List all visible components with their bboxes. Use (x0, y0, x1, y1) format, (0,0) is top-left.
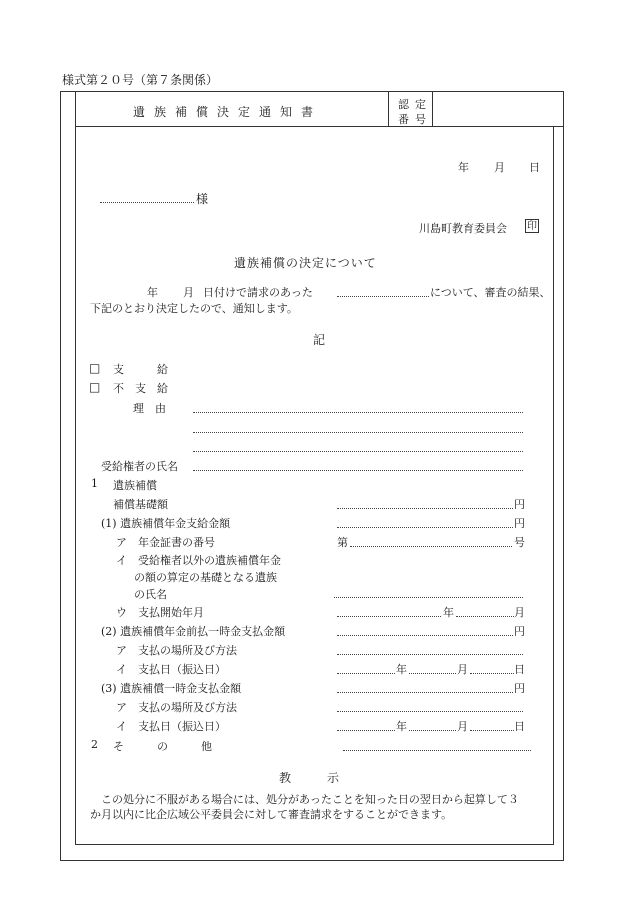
addressee-field[interactable] (100, 202, 194, 203)
notice-line2: か月以内に比企広域公平委員会に対して審査請求をすることができます。 (90, 808, 453, 821)
sub2-payment-method-field[interactable] (337, 654, 523, 655)
header-divider (432, 91, 433, 127)
start-year-field[interactable] (337, 616, 441, 617)
sub3-label: (3) 遺族補償一時金支払金額 (101, 682, 242, 695)
claim-subject-field[interactable] (337, 296, 429, 297)
seal-mark: 印 (527, 221, 537, 232)
sub1-label: (1) 遺族補償年金支給金額 (101, 517, 231, 530)
body-line2: 下記のとおり決定したので、通知します。 (90, 302, 298, 315)
section2-label: そ の 他 (113, 740, 212, 753)
sub2-yen: 円 (514, 625, 525, 638)
date-day: 日 (529, 161, 540, 174)
body-month: 月 (183, 286, 194, 299)
header-divider (388, 91, 389, 127)
body-line1-mid: 日付けで請求のあった (203, 286, 313, 299)
sub2-label: (2) 遺族補償年金前払一時金支払金額 (101, 625, 286, 638)
sub3-a-label: ア 支払の場所及び方法 (116, 701, 237, 714)
pay-option-label: 支 給 (113, 363, 168, 376)
sub2-year-unit: 年 (396, 663, 407, 676)
sub1-amount-field[interactable] (337, 527, 513, 528)
date-month: 月 (494, 161, 505, 174)
notice-title: 教 示 (279, 771, 340, 785)
sub3-year-field[interactable] (337, 730, 395, 731)
sub1-i-line1: イ 受給権者以外の遺族補償年金 (116, 554, 281, 567)
section1-number: 1 (91, 477, 98, 490)
sub2-month-unit: 月 (457, 663, 468, 676)
start-month-field[interactable] (456, 616, 514, 617)
sub2-day-unit: 日 (514, 663, 525, 676)
reason-label: 理 由 (133, 402, 166, 415)
subject-title: 遺族補償の決定について (234, 256, 377, 270)
pension-cert-number-field[interactable] (350, 546, 512, 547)
notice-line1: この処分に不服がある場合には、処分があったことを知った日の翌日から起算して３ (101, 793, 519, 806)
sub1-a-label: ア 年金証書の番号 (116, 536, 215, 549)
sub3-yen: 円 (514, 682, 525, 695)
body-year: 年 (147, 286, 158, 299)
sub3-day-field[interactable] (470, 730, 514, 731)
reason-field-2[interactable] (193, 432, 523, 433)
ki-heading: 記 (313, 333, 326, 347)
sub2-day-field[interactable] (470, 673, 514, 674)
other-field[interactable] (343, 750, 531, 751)
base-amount-field[interactable] (337, 508, 513, 509)
other-survivor-name-field[interactable] (334, 597, 523, 598)
form-number-label: 様式第２０号（第７条関係） (62, 73, 219, 87)
sub2-month-field[interactable] (409, 673, 456, 674)
cert-label-bottom: 番号 (398, 113, 432, 126)
date-year: 年 (458, 161, 469, 174)
start-month-unit: 月 (514, 606, 525, 619)
sub2-a-label: ア 支払の場所及び方法 (116, 644, 237, 657)
recipient-label: 受給権者の氏名 (101, 460, 178, 473)
sub3-day-unit: 日 (514, 720, 525, 733)
addressee-suffix: 様 (196, 192, 209, 206)
sub2-year-field[interactable] (337, 673, 395, 674)
sub2-amount-field[interactable] (337, 635, 513, 636)
base-amount-label: 補償基礎額 (113, 498, 168, 511)
sub3-year-unit: 年 (396, 720, 407, 733)
recipient-name-field[interactable] (193, 470, 523, 471)
body-line1-end: について、審査の結果、 (430, 286, 551, 299)
reason-field-1[interactable] (193, 412, 523, 413)
sub3-i-label: イ 支払日（振込日） (116, 720, 226, 733)
document-title: 遺族補償決定通知書 (133, 105, 323, 119)
section2-number: 2 (91, 738, 98, 751)
sub3-amount-field[interactable] (337, 692, 513, 693)
sub2-i-label: イ 支払日（振込日） (116, 663, 226, 676)
sub3-payment-method-field[interactable] (337, 711, 523, 712)
sub1-i-line3: の氏名 (134, 588, 167, 601)
cert-no-suffix: 号 (514, 536, 525, 549)
cert-no-prefix: 第 (337, 536, 348, 549)
sub1-yen: 円 (514, 517, 525, 530)
start-year-unit: 年 (443, 606, 454, 619)
pay-checkbox[interactable]: □ (89, 361, 101, 375)
nopay-checkbox[interactable]: □ (89, 380, 101, 394)
issuer-name: 川島町教育委員会 (419, 222, 507, 235)
nopay-option-label: 不 支 給 (113, 382, 168, 395)
cert-label-top: 認定 (398, 98, 432, 111)
sub1-u-label: ウ 支払開始年月 (116, 606, 204, 619)
sub3-month-field[interactable] (409, 730, 456, 731)
sub1-i-line2: の額の算定の基礎となる遺族 (134, 571, 277, 584)
section1-title: 遺族補償 (113, 479, 157, 492)
base-amount-yen: 円 (514, 498, 525, 511)
sub3-month-unit: 月 (457, 720, 468, 733)
reason-field-3[interactable] (193, 451, 523, 452)
